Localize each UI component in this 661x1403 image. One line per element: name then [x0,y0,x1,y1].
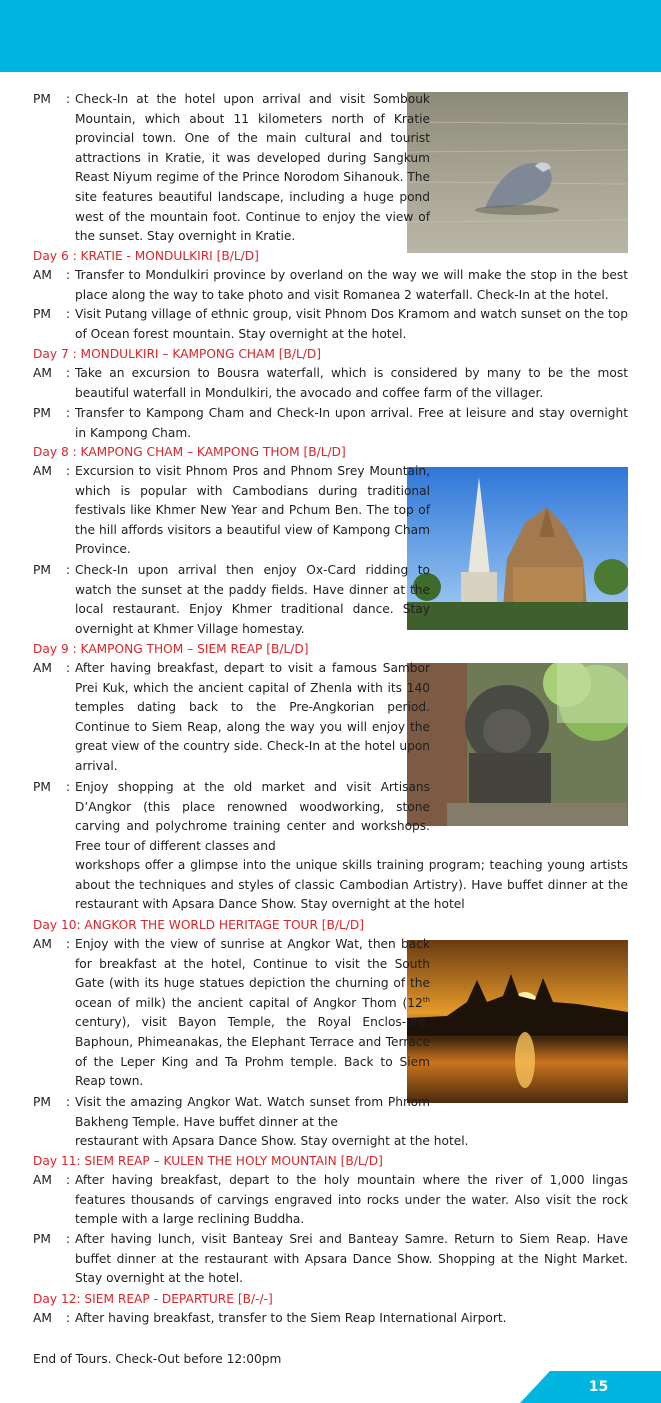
itinerary-entry-continued [33,856,628,915]
itinerary-entry [33,1230,628,1289]
entry-text-part: century), visit Bayon Temple, the Royal Enclos-ure, Baphoun, Phimeanakas, the Elephant Terrace and Terrace of the Leper King and Ta Prohm temple. Back to Siem Reap town. [75,1015,430,1089]
entry-text: Transfer to Mondulkiri province by overland on the way we will make the stop in the best place along the way to take photo and visit Romanea 2 waterfall. Check-In at the hotel. [75,268,628,302]
separator: : [66,464,71,478]
entry-text: After having breakfast, depart to the holy mountain where the river of 1,000 lingas features thousands of carvings engraved into rocks under the water. Also visit the rock temple with a large reclining Buddha. [75,1173,628,1227]
time-tag: PM [33,307,51,321]
entry-text: Check-In at the hotel upon arrival and visit Sombouk Mountain, which about 11 kilometers north of Kratie provincial town. One of the main cultural and tourist attractions in Kratie, it was developed during Sangkum Reast Niyum regime of the Prince Norodom Sihanouk. The site features beautiful landscape, including a huge pond west of the mountain foot. Continue to enjoy the view of the sunset. Stay overnight in Kratie. [75,92,430,244]
itinerary-entry [33,1171,628,1230]
itinerary-entry [33,364,628,403]
itinerary-entry-continued [33,1132,628,1152]
itinerary-entry [33,561,430,639]
itinerary-entry [33,935,430,1092]
day-heading: Day 12: SIEM REAP - DEPARTURE [B/-/-] [33,1292,273,1306]
time-tag: AM [33,268,52,282]
time-tag: AM [33,661,52,675]
itinerary-entry [33,90,430,247]
dolphin-photo [407,92,628,253]
separator: : [66,366,71,380]
separator: : [66,307,71,321]
itinerary-entry [33,1093,430,1132]
time-tag: PM [33,780,51,794]
time-tag: AM [33,464,52,478]
separator: : [66,92,71,106]
footer-note: End of Tours. Check-Out before 12:00pm [33,1352,282,1366]
time-tag: PM [33,92,51,106]
separator: : [66,268,71,282]
page-number-tab [520,1371,661,1403]
ordinal-suffix: th [422,995,430,1004]
angkor-photo [407,940,628,1103]
itinerary-entry [33,1309,628,1329]
entry-text-part: Enjoy with the view of sunrise at Angkor Wat, then back for breakfast at the hotel, Continue to visit the South Gate (with its huge statues depiction the churning of the ocean of milk) the ancient capital of Angkor Thom (12 [75,937,430,1010]
time-tag: PM [33,563,51,577]
entry-text: Visit Putang village of ethnic group, visit Phnom Dos Kramom and watch sunset on the top of Ocean forest mountain. Stay overnight at the hotel. [75,307,628,341]
entry-text: After having breakfast, depart to visit a famous Sambor Prei Kuk, which the ancient capital of Zhenla with its 140 temples dating back to the Pre-Angkorian period. Continue to Siem Reap, along the way you will enjoy the great view of the country side. Check-In at the hotel upon arrival. [75,661,430,773]
day-heading: Day 6 : KRATIE - MONDULKIRI [B/L/D] [33,249,259,263]
day-heading: Day 9 : KAMPONG THOM – SIEM REAP [B/L/D] [33,642,309,656]
lion-photo [407,663,628,826]
entry-text: Enjoy shopping at the old market and visit Artisans D’Angkor (this place renowned woodworking, stone carving and polychrome training center and workshops. Free tour of different classes and [75,780,430,853]
itinerary-entry [33,659,430,777]
entry-text: Visit the amazing Angkor Wat. Watch sunset from Phnom Bakheng Temple. Have buffet dinner at the [75,1095,430,1129]
temple-photo [407,467,628,630]
entry-text: After having breakfast, transfer to the Siem Reap International Airport. [75,1311,507,1325]
entry-text: Excursion to visit Phnom Pros and Phnom Srey Mountain, which is popular with Cambodians during traditional festivals like Khmer New Year and Pchum Ben. The top of the hill affords visitors a beautiful view of Kampong Cham Province. [75,464,430,557]
separator: : [66,937,71,951]
itinerary-entry [33,778,430,856]
entry-text: After having lunch, visit Banteay Srei and Banteay Samre. Return to Siem Reap. Have buffet dinner at the restaurant with Apsara Dance Show. Shopping at the Night Market. Stay overnight at the hotel. [75,1232,628,1286]
entry-text: restaurant with Apsara Dance Show. Stay overnight at the hotel. [75,1134,469,1148]
itinerary-entry [33,404,628,443]
time-tag: PM [33,406,51,420]
entry-text [75,935,430,1092]
itinerary-entry [33,305,628,344]
time-tag: AM [33,1311,52,1325]
itinerary-entry [33,266,628,305]
separator: : [66,661,71,675]
entry-text: Check-In upon arrival then enjoy Ox-Card ridding to watch the sunset at the paddy fields. Have dinner at the local restaurant. Enjoy Khmer traditional dance. Stay overnight at Khmer Village homestay. [75,563,430,636]
time-tag: AM [33,1173,52,1187]
separator: : [66,780,71,794]
time-tag: PM [33,1232,51,1246]
entry-text: Transfer to Kampong Cham and Check-In upon arrival. Free at leisure and stay overnight in Kampong Cham. [75,406,628,440]
header-band [0,0,661,72]
separator: : [66,1311,71,1325]
day-heading: Day 8 : KAMPONG CHAM – KAMPONG THOM [B/L/D] [33,445,346,459]
separator: : [66,1095,71,1109]
day-heading: Day 10: ANGKOR THE WORLD HERITAGE TOUR [B/L/D] [33,918,365,932]
time-tag: PM [33,1095,51,1109]
time-tag: AM [33,937,52,951]
page-number: 15 [588,1379,609,1395]
separator: : [66,563,71,577]
separator: : [66,406,71,420]
separator: : [66,1173,71,1187]
day-heading: Day 11: SIEM REAP – KULEN THE HOLY MOUNTAIN [B/L/D] [33,1154,383,1168]
entry-text: workshops offer a glimpse into the unique skills training program; teaching young artists about the techniques and styles of classic Cambodian Artistry). Have buffet dinner at the restaurant with Apsara Dance Show. Stay overnight at the hotel [75,858,628,912]
separator: : [66,1232,71,1246]
entry-text: Take an excursion to Bousra waterfall, which is considered by many to be the most beautiful waterfall in Mondulkiri, the avocado and coffee farm of the villager. [75,366,628,400]
day-heading: Day 7 : MONDULKIRI – KAMPONG CHAM [B/L/D] [33,347,322,361]
time-tag: AM [33,366,52,380]
itinerary-entry [33,462,430,560]
